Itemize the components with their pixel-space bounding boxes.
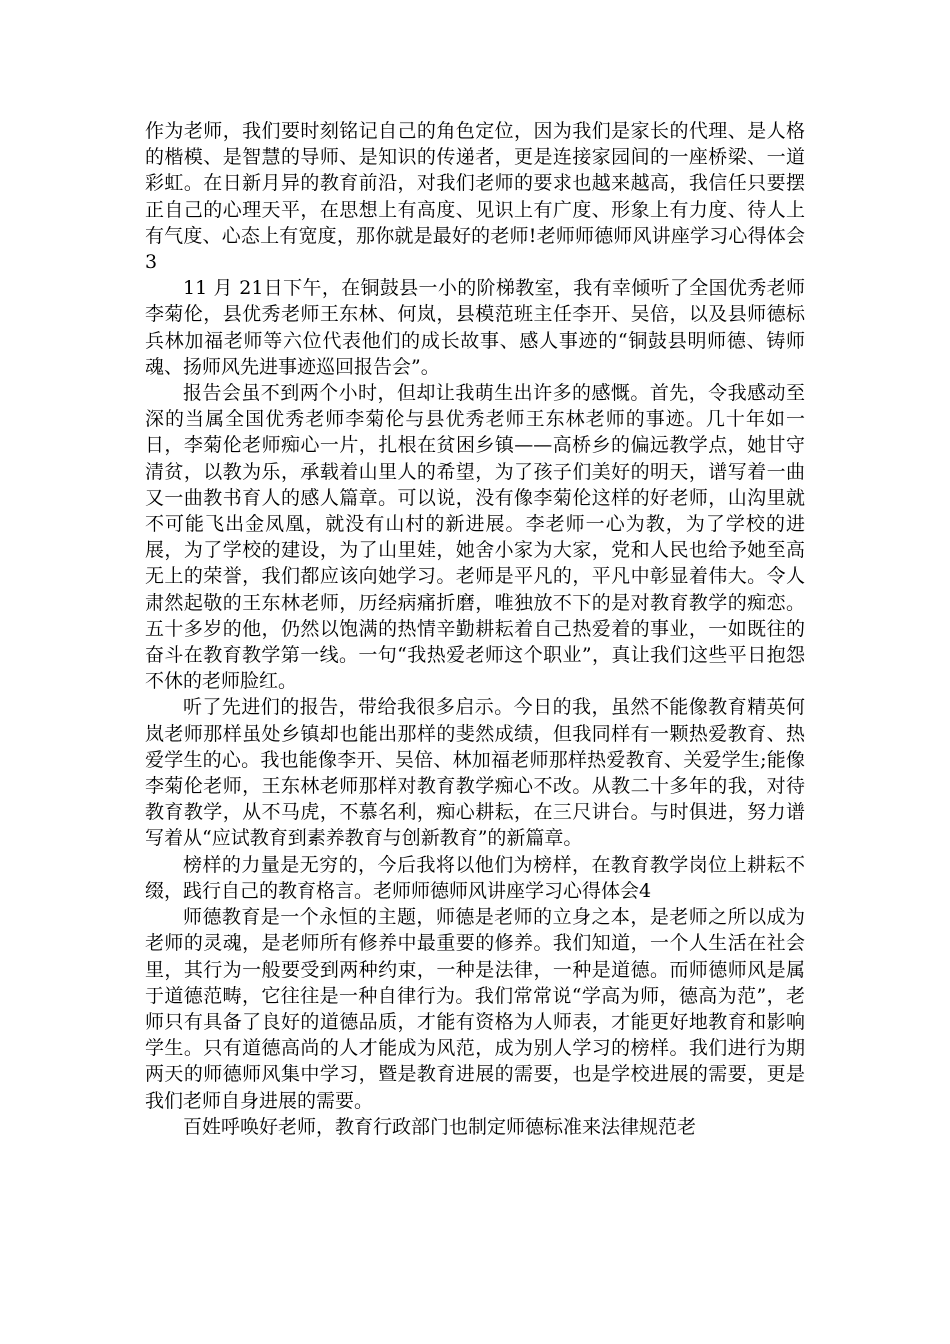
paragraph: 榜样的力量是无穷的，今后我将以他们为榜样，在教育教学岗位上耕耘不缀，践行自己的教育格言。老师师德师风讲座学习心得体会4 <box>145 853 805 902</box>
document-page <box>145 118 805 1140</box>
paragraph: 11 月 21日下午，在铜鼓县一小的阶梯教室，我有幸倾听了全国优秀老师李菊伦，县优秀老师王东林、何岚，县模范班主任李开、吴倍，以及县师德标兵林加福老师等六位代表他们的成长故事、感人事迹的“铜鼓县明师德、铸师魂、扬师风先进事迹巡回报告会”。 <box>145 277 805 378</box>
paragraph: 听了先进们的报告，带给我很多启示。今日的我，虽然不能像教育精英何岚老师那样虽处乡镇却也能出那样的斐然成绩，但我同样有一颗热爱教育、热爱学生的心。我也能像李开、吴倍、林加福老师那样热爱教育、关爱学生;能像李菊伦老师，王东林老师那样对教育教学痴心不改。从教二十多年的我，对待教育教学，从不马虎，不慕名利，痴心耕耘，在三尺讲台。与时俱进，努力谱写着从“应试教育到素养教育与创新教育”的新篇章。 <box>145 696 805 850</box>
paragraph: 报告会虽不到两个小时，但却让我萌生出许多的感慨。首先，令我感动至深的当属全国优秀老师李菊伦与县优秀老师王东林老师的事迹。几十年如一日，李菊伦老师痴心一片，扎根在贫困乡镇——高桥乡的偏远教学点，她甘守清贫，以教为乐，承载着山里人的希望，为了孩子们美好的明天，谱写着一曲又一曲教书育人的感人篇章。可以说，没有像李菊伦这样的好老师，山沟里就不可能飞出金凤凰，就没有山村的新进展。李老师一心为教，为了学校的进展，为了学校的建设，为了山里娃，她舍小家为大家，党和人民也给予她至高无上的荣誉，我们都应该向她学习。老师是平凡的，平凡中彰显着伟大。令人肃然起敬的王东林老师，历经病痛折磨，唯独放不下的是对教育教学的痴恋。五十多岁的他，仍然以饱满的热情辛勤耕耘着自己热爱着的事业，一如既往的奋斗在教育教学第一线。一句“我热爱老师这个职业”，真让我们这些平日抱怨不休的老师脸红。 <box>145 382 805 693</box>
paragraph: 师德教育是一个永恒的主题，师德是老师的立身之本，是老师之所以成为老师的灵魂，是老师所有修养中最重要的修养。我们知道，一个人生活在社会里，其行为一般要受到两种约束，一种是法律，一种是道德。而师德师风是属于道德范畴，它往往是一种自律行为。我们常常说“学高为师，德高为范”，老师只有具备了良好的道德品质，才能有资格为人师表，才能更好地教育和影响学生。只有道德高尚的人才能成为风范，成为别人学习的榜样。我们进行为期两天的师德师风集中学习，暨是教育进展的需要，也是学校进展的需要，更是我们老师自身进展的需要。 <box>145 906 805 1112</box>
paragraph: 百姓呼唤好老师，教育行政部门也制定师德标准来法律规范老 <box>183 1115 697 1138</box>
paragraph: 作为老师，我们要时刻铭记自己的角色定位，因为我们是家长的代理、是人格的楷模、是智慧的导师、是知识的传递者，更是连接家园间的一座桥梁、一道彩虹。在日新月异的教育前沿，对我们老师的要求也越来越高，我信任只要摆正自己的心理天平，在思想上有高度、见识上有广度、形象上有力度、待人上有气度、心态上有宽度，那你就是最好的老师!老师师德师风讲座学习心得体会3 <box>145 120 805 274</box>
